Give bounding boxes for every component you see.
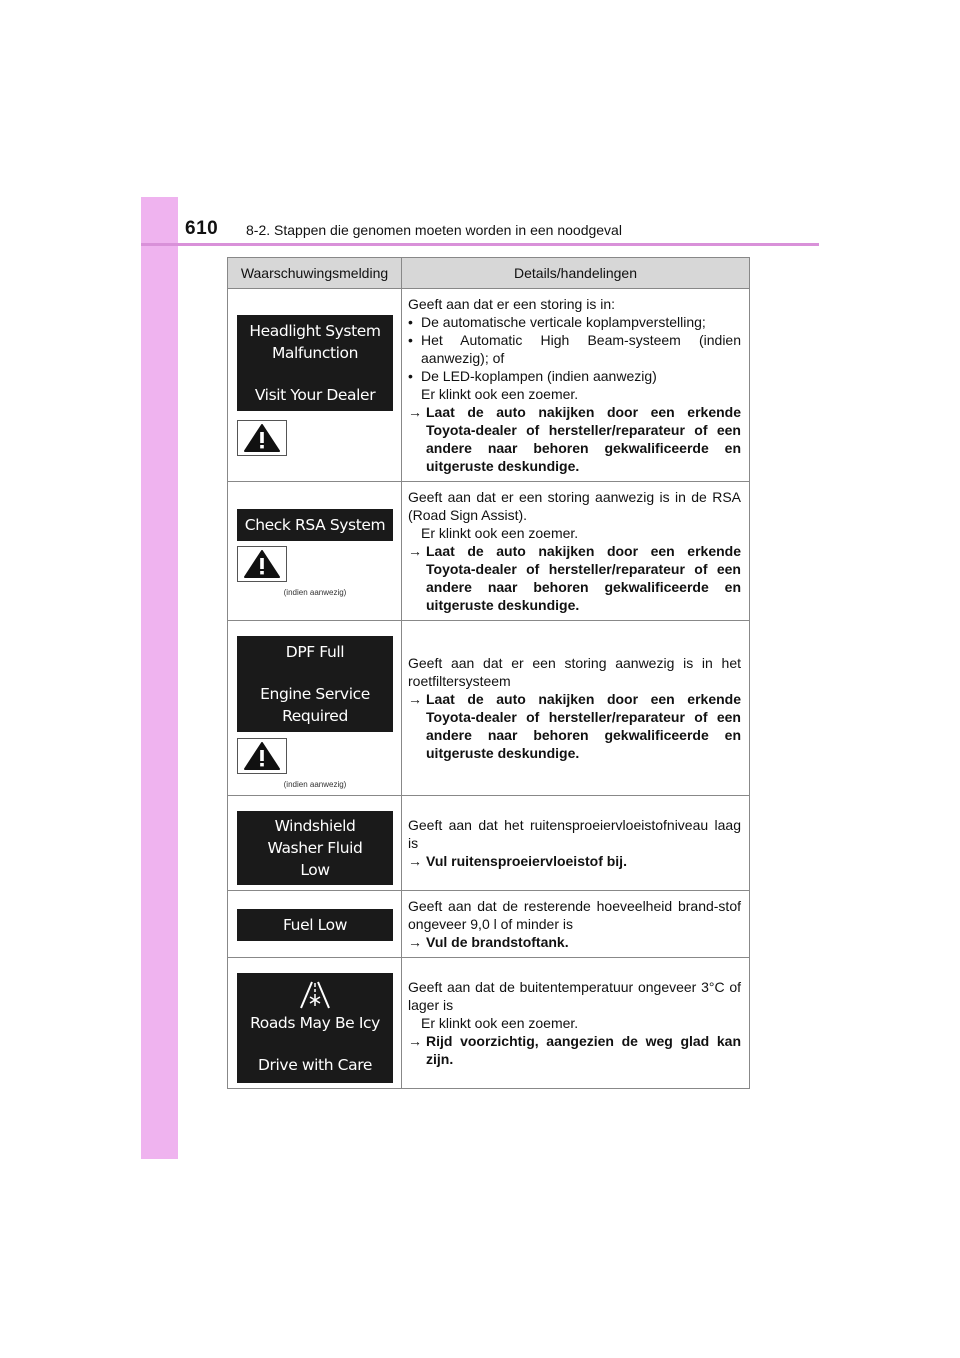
- detail-action: [408, 1032, 741, 1068]
- warning-message-panel: [237, 315, 393, 411]
- action-text: Laat de auto nakijken door een erkende Toyota-dealer of hersteller/reparateur of een andere naar behoren gekwalificeerde en uitgeruste deskundige.: [426, 543, 741, 613]
- warning-triangle-icon: [243, 549, 281, 579]
- chapter-tab-strip: [141, 197, 178, 1159]
- message-cell: [228, 289, 402, 482]
- availability-note: (indien aanwezig): [283, 780, 347, 789]
- arrow-icon: →: [408, 691, 422, 707]
- warning-light-box: [237, 738, 287, 774]
- detail-intro: Geeft aan dat er een storing is in:: [408, 296, 616, 312]
- details-cell: [402, 958, 750, 1089]
- action-text: Vul de brandstoftank.: [426, 934, 569, 950]
- panel-line: Washer Fluid: [267, 839, 363, 857]
- detail-action: [408, 690, 741, 762]
- detail-intro: Geeft aan dat het ruitensproeiervloeistofniveau laag is: [408, 817, 741, 851]
- availability-note: (indien aanwezig): [283, 588, 347, 597]
- arrow-icon: →: [408, 543, 422, 559]
- panel-line: Visit Your Dealer: [254, 386, 376, 404]
- warning-message-panel: [237, 509, 393, 541]
- header-divider: [141, 243, 819, 246]
- panel-line: Windshield: [274, 817, 356, 835]
- warning-table: [227, 257, 750, 1089]
- table-row: [228, 958, 750, 1089]
- detail-action: [408, 403, 741, 475]
- icy-road-icon: [298, 980, 332, 1010]
- action-text: Laat de auto nakijken door een erkende Toyota-dealer of hersteller/reparateur of een andere naar behoren gekwalificeerde en uitgeruste deskundige.: [426, 691, 741, 761]
- arrow-icon: →: [408, 853, 422, 869]
- panel-line: Required: [282, 707, 348, 725]
- warning-message-panel: [237, 973, 393, 1083]
- detail-intro: Geeft aan dat de resterende hoeveelheid brand-stof ongeveer 9,0 l of minder is: [408, 898, 741, 932]
- action-text: Rijd voorzichtig, aangezien de weg glad kan zijn.: [426, 1033, 741, 1067]
- details-cell: [402, 891, 750, 958]
- message-cell: [228, 796, 402, 891]
- table-row: [228, 482, 750, 621]
- arrow-icon: →: [408, 1033, 422, 1049]
- arrow-icon: →: [408, 934, 422, 950]
- message-cell: [228, 482, 402, 621]
- detail-action: [408, 852, 741, 870]
- warning-light-box: [237, 420, 287, 456]
- page-number: 610: [185, 218, 219, 239]
- panel-line: Headlight System: [249, 322, 381, 340]
- panel-line: Roads May Be Icy: [250, 1014, 380, 1032]
- table-row: [228, 621, 750, 796]
- table-header-row: [228, 258, 750, 289]
- detail-buzzer-note: Er klinkt ook een zoemer.: [421, 525, 579, 541]
- detail-intro: Geeft aan dat de buitentemperatuur ongeveer 3°C of lager is: [408, 979, 741, 1013]
- table-row: [228, 289, 750, 482]
- warning-message-panel: [237, 811, 393, 885]
- message-cell: [228, 891, 402, 958]
- column-header-message: Waarschuwingsmelding: [228, 258, 402, 289]
- arrow-icon: →: [408, 404, 422, 420]
- panel-line: Engine Service: [260, 685, 370, 703]
- action-text: Vul ruitensproeiervloeistof bij.: [426, 853, 627, 869]
- panel-line: Check RSA System: [244, 516, 386, 534]
- panel-line: Low: [300, 861, 330, 879]
- details-cell: [402, 796, 750, 891]
- table-row: [228, 796, 750, 891]
- warning-message-panel: [237, 636, 393, 732]
- detail-bullet: • De automatische verticale koplampverstelling;: [408, 313, 741, 331]
- section-title: 8-2. Stappen die genomen moeten worden in een noodgeval: [246, 222, 622, 238]
- panel-line: DPF Full: [285, 643, 345, 661]
- detail-action: [408, 933, 741, 951]
- panel-line: Fuel Low: [283, 916, 347, 934]
- warning-light-box: [237, 546, 287, 582]
- column-header-details: Details/handelingen: [402, 258, 750, 289]
- detail-buzzer-note: Er klinkt ook een zoemer.: [421, 1015, 579, 1031]
- detail-intro: Geeft aan dat er een storing aanwezig is in het roetfiltersysteem: [408, 655, 741, 689]
- detail-buzzer-note: Er klinkt ook een zoemer.: [421, 386, 579, 402]
- details-cell: [402, 482, 750, 621]
- warning-triangle-icon: [243, 741, 281, 771]
- message-cell: [228, 621, 402, 796]
- action-text: Laat de auto nakijken door een erkende Toyota-dealer of hersteller/reparateur of een andere naar behoren gekwalificeerde en uitgeruste deskundige.: [426, 404, 741, 474]
- panel-line: Malfunction: [271, 344, 359, 362]
- detail-bullet: • De LED-koplampen (indien aanwezig): [408, 367, 741, 385]
- table-row: [228, 891, 750, 958]
- warning-message-panel: [237, 909, 393, 941]
- details-cell: [402, 289, 750, 482]
- detail-bullet: • Het Automatic High Beam-systeem (indien aanwezig); of: [408, 331, 741, 367]
- detail-intro: Geeft aan dat er een storing aanwezig is in de RSA (Road Sign Assist).: [408, 489, 741, 523]
- details-cell: [402, 621, 750, 796]
- panel-line: Drive with Care: [258, 1056, 372, 1074]
- detail-action: [408, 542, 741, 614]
- warning-triangle-icon: [243, 423, 281, 453]
- message-cell: [228, 958, 402, 1089]
